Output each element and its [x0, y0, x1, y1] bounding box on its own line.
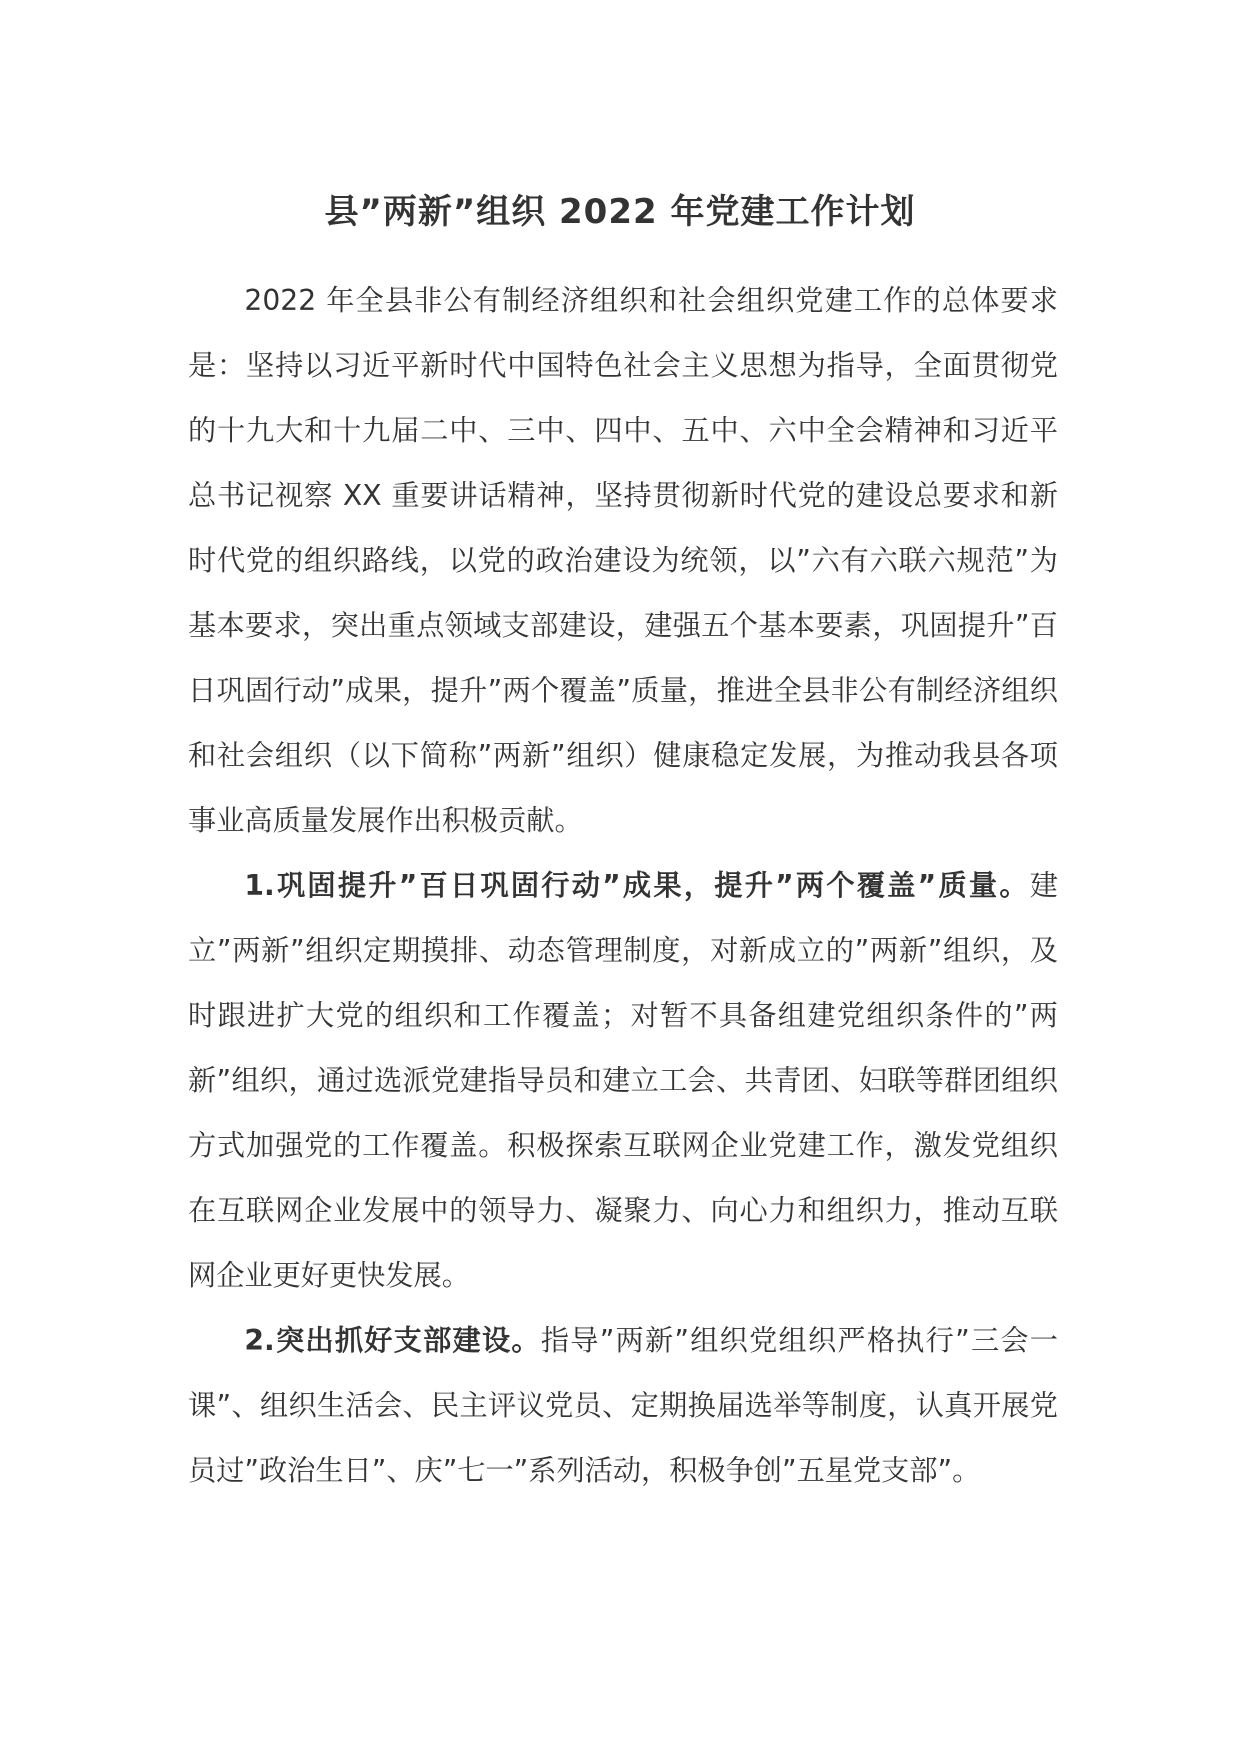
paragraph-text: 建立”两新”组织定期摸排、动态管理制度，对新成立的”两新”组织，及时跟进扩大党的组织和工作覆盖；对暂不具备组建党组织条件的”两新”组织，通过选派党建指导员和建立工会、共青团、妇联等群团组织方式加强党的工作覆盖。积极探索互联网企业党建工作，激发党组织在互联网企业发展中的领导力、凝聚力、向心力和组织力，推动互联网企业更好更快发展。 — [188, 869, 1058, 1292]
paragraph-lead: 1.巩固提升”百日巩固行动”成果，提升”两个覆盖”质量。 — [244, 869, 1030, 902]
paragraph-text: 2022 年全县非公有制经济组织和社会组织党建工作的总体要求是：坚持以习近平新时代中国特色社会主义思想为指导，全面贯彻党的十九大和十九届二中、三中、四中、五中、六中全会精神和习近平总书记视察 XX 重要讲话精神，坚持贯彻新时代党的建设总要求和新时代党的组织路线，以党的政治建设为统领，以”六有六联六规范”为基本要求，突出重点领域支部建设，建强五个基本要素，巩固提升”百日巩固行动”成果，提升”两个覆盖”质量，推进全县非公有制经济组织和社会组织（以下简称”两新”组织）健康稳定发展，为推动我县各项事业高质量发展作出积极贡献。 — [188, 284, 1058, 837]
paragraph-item-2 — [188, 1308, 1058, 1503]
document-title: 县”两新”组织 2022 年党建工作计划 — [324, 192, 916, 232]
document-body — [188, 268, 1058, 1503]
paragraph-intro — [188, 268, 1058, 853]
paragraph-lead: 2.突出抓好支部建设。 — [244, 1324, 541, 1357]
paragraph-text: 指导”两新”组织党组织严格执行”三会一课”、组织生活会、民主评议党员、定期换届选举等制度，认真开展党员过”政治生日”、庆”七一”系列活动，积极争创”五星党支部”。 — [188, 1324, 1058, 1487]
paragraph-item-1 — [188, 853, 1058, 1308]
